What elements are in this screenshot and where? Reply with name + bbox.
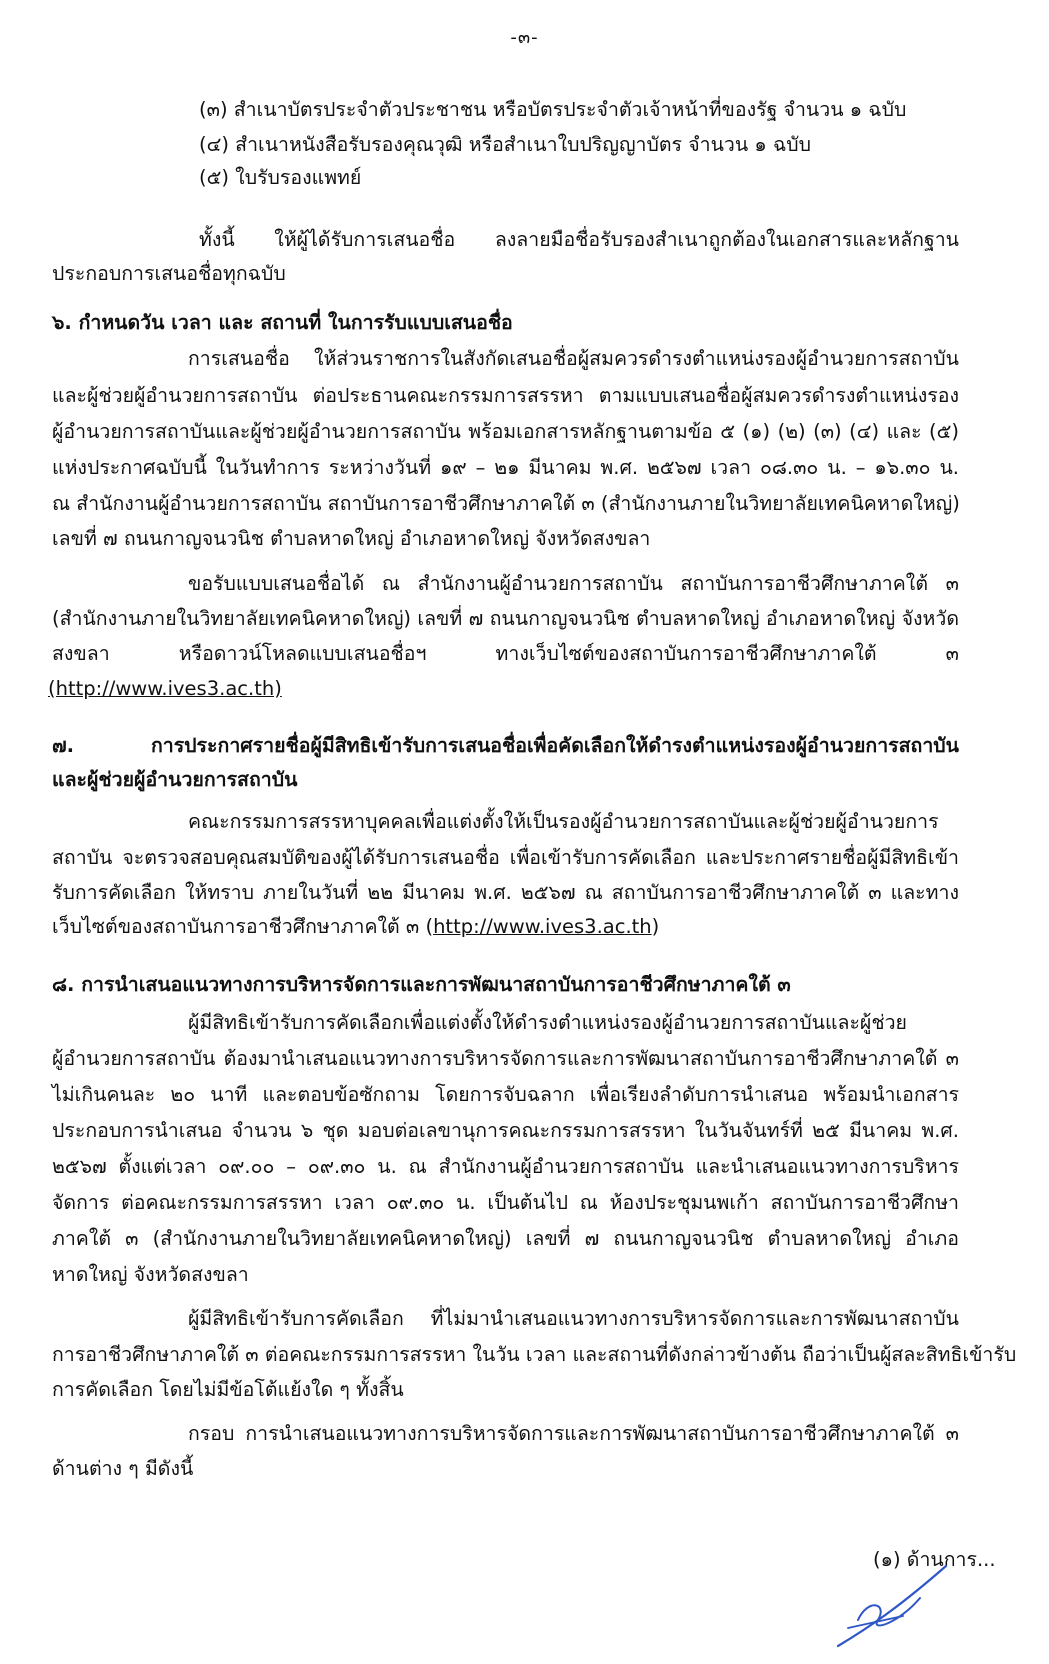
- note-line: ประกอบการเสนอชื่อทุกฉบับ: [52, 262, 286, 285]
- paragraph-line: ผู้อำนวยการสถาบัน ต้องมานำเสนอแนวทางการบริหารจัดการและการพัฒนาสถาบันการอาชีวศึกษาภาคใต้ ๓: [52, 1047, 959, 1070]
- paragraph-line: แห่งประกาศฉบับนี้ ในวันทำการ ระหว่างวันที่ ๑๙ – ๒๑ มีนาคม พ.ศ. ๒๕๖๗ เวลา ๐๘.๓๐ น. – ๑๖.๓๐ น.: [52, 456, 959, 479]
- paragraph-line: ผู้มีสิทธิเข้ารับการคัดเลือก ที่ไม่มานำเสนอแนวทางการบริหารจัดการและการพัฒนาสถาบัน: [188, 1307, 959, 1330]
- paragraph-line: ภาคใต้ ๓ (สำนักงานภายในวิทยาลัยเทคนิคหาดใหญ่) เลขที่ ๗ ถนนกาญจนวนิช ตำบลหาดใหญ่ อำเภอ: [52, 1227, 959, 1250]
- website-link[interactable]: (http://www.ives3.ac.th): [48, 677, 282, 700]
- paragraph-line: ด้านต่าง ๆ มีดังนี้: [52, 1457, 194, 1480]
- section-heading: ๗. การประกาศรายชื่อผู้มีสิทธิเข้ารับการเสนอชื่อเพื่อคัดเลือกให้ดำรงตำแหน่งรองผู้อำนวยการสถาบัน: [52, 734, 959, 757]
- signature-mark: [828, 1558, 968, 1658]
- paragraph-line: ประกอบการนำเสนอ จำนวน ๖ ชุด มอบต่อเลขานุการคณะกรรมการสรรหา ในวันจันทร์ที่ ๒๕ มีนาคม พ.ศ.: [52, 1119, 959, 1142]
- note-line: ทั้งนี้ ให้ผู้ได้รับการเสนอชื่อ ลงลายมือชื่อรับรองสำเนาถูกต้องในเอกสารและหลักฐาน: [199, 228, 959, 251]
- paragraph-line: รับการคัดเลือก ให้ทราบ ภายในวันที่ ๒๒ มีนาคม พ.ศ. ๒๕๖๗ ณ สถาบันการอาชีวศึกษาภาคใต้ ๓ และทาง: [52, 881, 959, 904]
- list-item: (๕) ใบรับรองแพทย์: [199, 166, 362, 189]
- paragraph-line: เลขที่ ๗ ถนนกาญจนวนิช ตำบลหาดใหญ่ อำเภอหาดใหญ่ จังหวัดสงขลา: [52, 527, 651, 550]
- paragraph-line: จัดการ ต่อคณะกรรมการสรรหา เวลา ๐๙.๓๐ น. เป็นต้นไป ณ ห้องประชุมนพเก้า สถาบันการอาชีวศึกษา: [52, 1191, 959, 1214]
- paragraph-line: ณ สำนักงานผู้อำนวยการสถาบัน สถาบันการอาชีวศึกษาภาคใต้ ๓ (สำนักงานภายในวิทยาลัยเทคนิคหาดใหญ่): [52, 492, 960, 515]
- paragraph-line: สถาบัน จะตรวจสอบคุณสมบัติของผู้ได้รับการเสนอชื่อ เพื่อเข้ารับการคัดเลือก และประกาศรายชื่อผู้มีสิทธิเข้า: [52, 846, 959, 869]
- paragraph-text: ): [651, 915, 660, 938]
- paragraph-line: และผู้ช่วยผู้อำนวยการสถาบัน ต่อประธานคณะกรรมการสรรหา ตามแบบเสนอชื่อผู้สมควรดำรงตำแหน่งรอง: [52, 384, 959, 407]
- page-number: -๓-: [510, 27, 539, 48]
- paragraph-line: การคัดเลือก โดยไม่มีข้อโต้แย้งใด ๆ ทั้งสิ้น: [52, 1378, 404, 1401]
- paragraph-text: เว็บไซต์ของสถาบันการอาชีวศึกษาภาคใต้ ๓ (: [52, 915, 434, 938]
- paragraph-line: ผู้อำนวยการสถาบันและผู้ช่วยผู้อำนวยการสถาบัน พร้อมเอกสารหลักฐานตามข้อ ๕ (๑) (๒) (๓) (๔) และ (๕): [52, 420, 959, 443]
- section-heading: ๖. กำหนดวัน เวลา และ สถานที่ ในการรับแบบเสนอชื่อ: [52, 311, 513, 334]
- list-item: (๔) สำเนาหนังสือรับรองคุณวุฒิ หรือสำเนาใบปริญญาบัตร จำนวน ๑ ฉบับ: [199, 133, 812, 156]
- paragraph-line: ขอรับแบบเสนอชื่อได้ ณ สำนักงานผู้อำนวยการสถาบัน สถาบันการอาชีวศึกษาภาคใต้ ๓: [188, 572, 959, 595]
- paragraph-line: คณะกรรมการสรรหาบุคคลเพื่อแต่งตั้งให้เป็นรองผู้อำนวยการสถาบันและผู้ช่วยผู้อำนวยการ: [188, 810, 939, 833]
- paragraph-line: หาดใหญ่ จังหวัดสงขลา: [52, 1263, 249, 1286]
- paragraph-line: (สำนักงานภายในวิทยาลัยเทคนิคหาดใหญ่) เลขที่ ๗ ถนนกาญจนวนิช ตำบลหาดใหญ่ อำเภอหาดใหญ่ จังหวัด: [52, 607, 959, 630]
- paragraph-line: กรอบ การนำเสนอแนวทางการบริหารจัดการและการพัฒนาสถาบันการอาชีวศึกษาภาคใต้ ๓: [188, 1422, 959, 1445]
- paragraph-line: การอาชีวศึกษาภาคใต้ ๓ ต่อคณะกรรมการสรรหา ในวัน เวลา และสถานที่ดังกล่าวข้างต้น ถือว่าเป็นผู้สละสิทธิเข้ารับ: [52, 1343, 1017, 1366]
- next-page-reference: (๑) ด้านการ...: [873, 1548, 996, 1571]
- list-item: (๓) สำเนาบัตรประจำตัวประชาชน หรือบัตรประจำตัวเจ้าหน้าที่ของรัฐ จำนวน ๑ ฉบับ: [199, 98, 907, 121]
- paragraph-line: ไม่เกินคนละ ๒๐ นาที และตอบข้อซักถาม โดยการจับฉลาก เพื่อเรียงลำดับการนำเสนอ พร้อมนำเอกสาร: [52, 1083, 959, 1106]
- section-heading: ๘. การนำเสนอแนวทางการบริหารจัดการและการพัฒนาสถาบันการอาชีวศึกษาภาคใต้ ๓: [52, 973, 791, 996]
- paragraph-line: [52, 911, 659, 943]
- website-link[interactable]: http://www.ives3.ac.th: [433, 915, 652, 938]
- section-heading: และผู้ช่วยผู้อำนวยการสถาบัน: [52, 768, 298, 791]
- paragraph-line: สงขลา หรือดาวน์โหลดแบบเสนอชื่อฯ ทางเว็บไซต์ของสถาบันการอาชีวศึกษาภาคใต้ ๓: [52, 642, 959, 665]
- paragraph-line: การเสนอชื่อ ให้ส่วนราชการในสังกัดเสนอชื่อผู้สมควรดำรงตำแหน่งรองผู้อำนวยการสถาบัน: [188, 347, 959, 370]
- paragraph-line: ผู้มีสิทธิเข้ารับการคัดเลือกเพื่อแต่งตั้งให้ดำรงตำแหน่งรองผู้อำนวยการสถาบันและผู้ช่วย: [188, 1011, 907, 1034]
- paragraph-line: ๒๕๖๗ ตั้งแต่เวลา ๐๙.๐๐ – ๐๙.๓๐ น. ณ สำนักงานผู้อำนวยการสถาบัน และนำเสนอแนวทางการบริหาร: [52, 1155, 959, 1178]
